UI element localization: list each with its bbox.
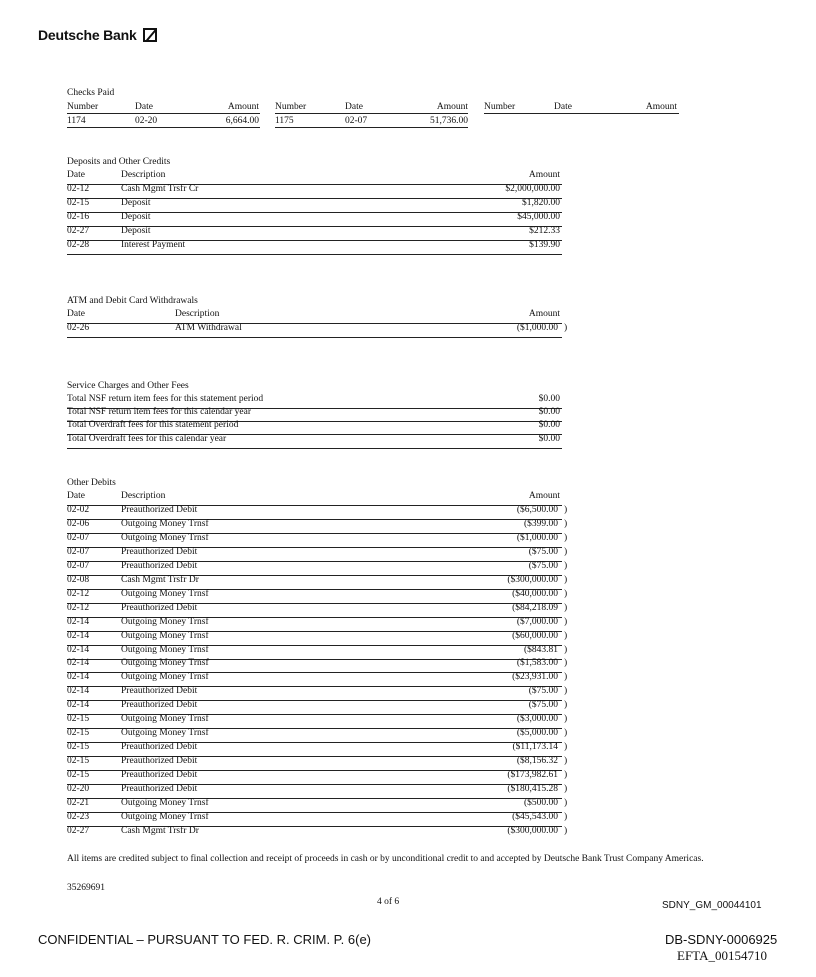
debit-row [67,630,568,646]
debit-date: 02-02 [67,505,90,515]
debit-row [67,672,568,687]
debit-amount-close-paren: ) [564,532,568,543]
debit-description: Cash Mgmt Trsfr Dr [121,825,199,836]
debit-amount: ($7,000.00 [516,616,558,627]
fee-label: Total NSF return item fees for this statement period [67,394,264,404]
debit-date: 02-15 [67,770,90,781]
debit-amount-close-paren: ) [564,700,568,711]
debit-amount-close-paren: ) [564,658,568,669]
debits-header-row [67,491,562,506]
debit-amount: ($1,000.00 [516,532,558,543]
header-amount: Amount [528,170,560,180]
debit-amount: ($3,000.00 [516,714,558,725]
header-amount: Amount [528,309,560,319]
debit-date: 02-06 [67,518,90,529]
debit-date: 02-14 [67,616,90,627]
atm-amount-close-paren: ) [564,323,568,333]
check-date: 02-20 [135,116,158,126]
debit-amount-close-paren: ) [564,602,568,613]
deposit-date: 02-12 [67,184,90,194]
fee-amount: $0.00 [538,407,560,418]
header-description: Description [121,491,166,501]
page-number: 4 of 6 [377,897,400,907]
debit-row [67,602,568,618]
debit-date: 02-20 [67,784,90,794]
deposits-title: Deposits and Other Credits [67,157,171,167]
deposit-amount: $139.90 [529,240,560,250]
debit-description: Preauthorized Debit [121,560,198,571]
debit-amount: ($1,583.00 [516,658,558,669]
deposit-row [67,226,562,241]
debit-amount-close-paren: ) [564,742,568,753]
debit-description: Outgoing Money Trnsf [121,672,209,683]
atm-description: ATM Withdrawal [175,323,242,333]
debit-row [67,560,568,576]
checks-row [67,116,679,130]
debit-amount-close-paren: ) [564,770,568,781]
deutsche-bank-slash-icon [143,28,157,42]
debit-date: 02-21 [67,797,90,808]
debit-description: Outgoing Money Trnsf [121,811,209,822]
checks-header-number-3: Number [484,102,516,112]
debit-date: 02-14 [67,644,90,655]
deposit-row [67,212,562,227]
debit-row [67,686,568,701]
debit-description: Preauthorized Debit [121,686,198,697]
debit-amount: ($843.81 [523,644,558,655]
debit-date: 02-15 [67,714,90,725]
debit-description: Preauthorized Debit [121,700,198,711]
debit-date: 02-14 [67,658,90,669]
fee-amount: $0.00 [538,394,560,404]
fee-label: Total Overdraft fees for this statement period [67,420,239,431]
debit-amount: ($45,543.00 [512,811,558,822]
debit-date: 02-12 [67,588,90,599]
debit-amount-close-paren: ) [564,630,568,641]
deposit-row [67,198,562,213]
check-number: 1174 [67,116,86,126]
debit-description: Outgoing Money Trnsf [121,518,209,529]
debit-amount-close-paren: ) [564,811,568,822]
debit-date: 02-23 [67,811,90,822]
debit-row [67,588,568,604]
checks-header-row [67,102,679,116]
debit-amount: ($60,000.00 [512,630,558,641]
debit-row [67,797,568,813]
deposit-date: 02-16 [67,212,90,222]
debit-row [67,714,568,729]
debit-description: Preauthorized Debit [121,505,198,515]
debit-description: Outgoing Money Trnsf [121,630,209,641]
debit-amount-close-paren: ) [564,756,568,767]
debit-amount-close-paren: ) [564,797,568,808]
sdny-document-id: SDNY_GM_00044101 [662,900,762,911]
debit-row [67,532,568,548]
debit-row [67,574,568,590]
check-amount: 6,664.00 [225,116,259,126]
deposit-amount: $212.33 [529,226,560,236]
checks-header-number-2: Number [275,102,307,112]
atm-date: 02-26 [67,323,90,333]
efta-number: EFTA_00154710 [677,948,767,963]
deposit-description: Deposit [121,226,151,236]
debit-amount: ($84,218.09 [512,602,558,613]
deposit-row [67,184,562,199]
debit-date: 02-07 [67,546,90,557]
header-description: Description [121,170,166,180]
debit-amount: ($300,000.00 [507,574,558,585]
deposit-row [67,240,562,255]
debit-amount-close-paren: ) [564,714,568,725]
debit-description: Cash Mgmt Trsfr Dr [121,574,199,585]
debit-amount-close-paren: ) [564,644,568,655]
debit-amount-close-paren: ) [564,588,568,599]
debit-description: Preauthorized Debit [121,546,198,557]
debit-amount-close-paren: ) [564,825,568,836]
atm-title: ATM and Debit Card Withdrawals [67,296,198,306]
debit-amount: ($6,500.00 [516,505,558,515]
header-description: Description [175,309,220,319]
debit-row [67,505,568,520]
debit-row [67,784,568,799]
debit-description: Preauthorized Debit [121,602,198,613]
checks-paid-title: Checks Paid [67,88,115,98]
brand-name: Deutsche Bank [38,27,137,43]
debit-description: Preauthorized Debit [121,742,198,753]
checks-header-amount-3: Amount [645,102,677,112]
deposit-description: Deposit [121,212,151,222]
debit-row [67,616,568,632]
debit-amount: ($399.00 [523,518,558,529]
debit-amount: ($75.00 [528,686,558,697]
debit-date: 02-15 [67,728,90,739]
debit-amount: ($40,000.00 [512,588,558,599]
debit-amount-close-paren: ) [564,505,568,515]
deposit-date: 02-27 [67,226,90,236]
checks-header-amount-1: Amount [227,102,259,112]
debit-row [67,756,568,771]
debit-amount: ($5,000.00 [516,728,558,739]
debit-description: Outgoing Money Trnsf [121,658,209,669]
deposit-amount: $1,820.00 [522,198,560,208]
atm-header-row [67,309,562,324]
debit-amount: ($75.00 [528,700,558,711]
fee-label: Total Overdraft fees for this calendar year [67,433,227,444]
debit-date: 02-08 [67,574,90,585]
debit-amount-close-paren: ) [564,616,568,627]
debit-amount: ($500.00 [523,797,558,808]
debit-date: 02-14 [67,672,90,683]
deposit-amount: $2,000,000.00 [505,184,560,194]
header-date: Date [67,309,85,319]
atm-row [67,323,568,338]
debit-row [67,770,568,785]
debit-row [67,518,568,534]
debit-amount-close-paren: ) [564,728,568,739]
debit-amount-close-paren: ) [564,560,568,571]
debit-description: Outgoing Money Trnsf [121,714,209,725]
header-amount: Amount [528,491,560,501]
debit-amount-close-paren: ) [564,574,568,585]
header-date: Date [67,491,85,501]
debit-date: 02-27 [67,825,90,836]
debit-amount: ($300,000.00 [507,825,558,836]
debit-description: Outgoing Money Trnsf [121,644,209,655]
check-number: 1175 [275,116,294,126]
bates-number: DB-SDNY-0006925 [665,932,778,947]
debit-date: 02-14 [67,686,90,697]
debit-description: Preauthorized Debit [121,756,198,767]
debit-row [67,546,568,562]
debit-description: Outgoing Money Trnsf [121,797,209,808]
deposit-amount: $45,000.00 [517,212,560,222]
header-date: Date [67,170,85,180]
debit-description: Outgoing Money Trnsf [121,616,209,627]
debit-amount-close-paren: ) [564,686,568,697]
debit-description: Outgoing Money Trnsf [121,588,209,599]
collection-disclaimer: All items are credited subject to final collection and receipt of proceeds in cash or by unconditional credit to and accepted by Deutsche Bank Trust Company Americas. [67,854,704,864]
fee-row [67,434,562,449]
debit-amount: ($180,415.28 [507,784,558,794]
debit-description: Preauthorized Debit [121,770,198,781]
debit-row [67,811,568,827]
debit-amount: ($173,982.61 [507,770,558,781]
deposits-header-row [67,170,562,185]
confidential-notice: CONFIDENTIAL – PURSUANT TO FED. R. CRIM. P. 6(e) [38,932,372,947]
atm-amount: ($1,000.00 [516,323,558,333]
debit-amount-close-paren: ) [564,518,568,529]
debit-amount: ($23,931.00 [512,672,558,683]
debit-date: 02-12 [67,602,90,613]
deposit-description: Interest Payment [121,240,186,250]
deposit-date: 02-15 [67,198,90,208]
debit-row [67,742,568,757]
debit-description: Outgoing Money Trnsf [121,728,209,739]
debit-date: 02-07 [67,532,90,543]
debit-description: Outgoing Money Trnsf [121,532,209,543]
checks-header-date-2: Date [345,102,363,112]
debit-date: 02-14 [67,700,90,711]
checks-header-amount-2: Amount [436,102,468,112]
debit-date: 02-15 [67,756,90,767]
fee-label: Total NSF return item fees for this calendar year [67,407,251,418]
fees-title: Service Charges and Other Fees [67,381,189,391]
debit-amount: ($75.00 [528,546,558,557]
checks-header-date-1: Date [135,102,153,112]
debit-amount-close-paren: ) [564,672,568,683]
deutsche-bank-logo [38,27,157,43]
check-date: 02-07 [345,116,368,126]
debit-date: 02-14 [67,630,90,641]
checks-header-date-3: Date [554,102,572,112]
deposit-date: 02-28 [67,240,90,250]
other-debits-title: Other Debits [67,478,116,488]
debit-amount-close-paren: ) [564,784,568,794]
debit-amount-close-paren: ) [564,546,568,557]
account-number: 35269691 [67,883,105,893]
debit-date: 02-07 [67,560,90,571]
checks-header-number-1: Number [67,102,99,112]
debit-amount: ($75.00 [528,560,558,571]
deposit-description: Deposit [121,198,151,208]
check-amount: 51,736.00 [430,116,468,126]
debit-amount: ($11,173.14 [512,742,558,753]
debit-amount: ($8,156.32 [516,756,558,767]
deposit-description: Cash Mgmt Trsfr Cr [121,184,199,194]
fee-amount: $0.00 [538,433,560,444]
debit-row [67,825,568,840]
debit-row [67,728,568,743]
fee-amount: $0.00 [538,420,560,431]
debit-description: Preauthorized Debit [121,784,198,794]
debit-date: 02-15 [67,742,90,753]
